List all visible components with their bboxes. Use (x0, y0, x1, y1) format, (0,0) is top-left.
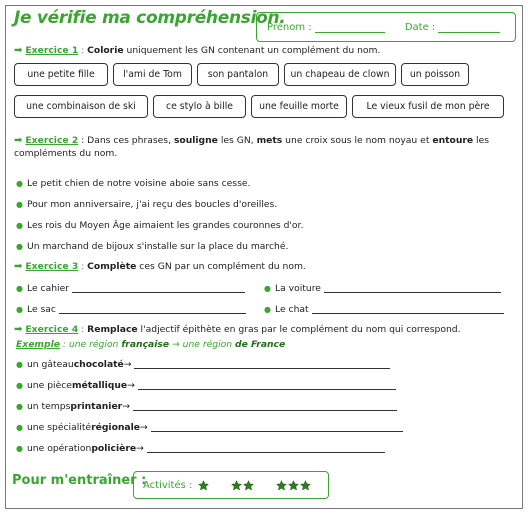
star-icon (231, 480, 242, 491)
replace-item[interactable]: ● une pièce métallique → (16, 380, 396, 391)
ex4-label: Exercice 4 (25, 324, 79, 335)
gn-box[interactable]: un chapeau de clown (284, 63, 396, 86)
complete-item[interactable]: ● La voiture (264, 283, 501, 294)
arrow-right-icon: ➡ (14, 45, 23, 56)
bullet-icon: ● (264, 305, 271, 314)
bullet-icon: ● (16, 402, 23, 411)
star-icon (288, 480, 299, 491)
complete-item[interactable]: ● Le cahier (16, 283, 245, 294)
ex3-instruction: ➡ Exercice 3 : Complète ces GN par un complément du nom. (14, 261, 306, 272)
activities-label: Activités : (143, 479, 193, 491)
star-icon (198, 480, 209, 491)
sentence: ● Un marchand de bijoux s'installe sur la place du marché. (16, 241, 289, 252)
arrow-right-icon: ➡ (14, 261, 23, 272)
activities-box (133, 471, 329, 499)
replace-item[interactable]: ● un temps printanier → (16, 401, 397, 412)
bullet-icon: ● (264, 284, 271, 293)
gn-box[interactable]: une feuille morte (251, 95, 347, 118)
replace-item[interactable]: ● une spécialité régionale → (16, 422, 403, 433)
ex1-verb: Colorie (87, 45, 124, 56)
gn-box[interactable]: son pantalon (197, 63, 279, 86)
date-field[interactable] (405, 22, 501, 33)
gn-row-1 (14, 63, 469, 86)
ex4-instruction: ➡ Exercice 4 : Remplace l'adjectif épithète en gras par le complément du nom qui correspond. (14, 324, 461, 335)
activity-level-2[interactable] (231, 480, 254, 491)
date-label: Date : (404, 21, 436, 33)
bullet-icon: ● (16, 305, 23, 314)
activity-level-1[interactable] (198, 480, 209, 491)
example-line: Exemple : une région française → une région de France (16, 339, 286, 350)
star-icon (243, 480, 254, 491)
page-title: Je vérifie ma compréhension. (14, 8, 286, 28)
gn-box[interactable]: une combinaison de ski (14, 95, 148, 118)
gn-row-2 (14, 95, 504, 118)
bullet-icon: ● (16, 360, 23, 369)
activity-level-3[interactable] (276, 480, 311, 491)
replace-item[interactable]: ● une opération policière → (16, 443, 385, 454)
ex1-text: uniquement les GN contenant un complément du nom. (123, 45, 381, 56)
sentence: ● Pour mon anniversaire, j'ai reçu des boucles d'oreilles. (16, 199, 278, 210)
ex2-label: Exercice 2 (25, 135, 79, 146)
star-icon (276, 480, 287, 491)
replace-item[interactable]: ● un gâteau chocolaté → (16, 359, 390, 370)
bullet-icon: ● (16, 179, 23, 188)
bullet-icon: ● (16, 381, 23, 390)
bullet-icon: ● (16, 242, 23, 251)
star-icon (300, 480, 311, 491)
ex2-instruction: ➡ Exercice 2 : Dans ces phrases, souligne les GN, mets une croix sous le nom noyau et entoure les compléments du nom. (14, 135, 490, 159)
bullet-icon: ● (16, 200, 23, 209)
complete-item[interactable]: ● Le chat (264, 304, 504, 315)
bullet-icon: ● (16, 221, 23, 230)
train-label: Pour m'entraîner : (12, 473, 147, 488)
ex3-label: Exercice 3 (25, 261, 79, 272)
sentence: ● Le petit chien de notre voisine aboie sans cesse. (16, 178, 251, 189)
bullet-icon: ● (16, 284, 23, 293)
bullet-icon: ● (16, 423, 23, 432)
gn-box[interactable]: un poisson (401, 63, 469, 86)
gn-box[interactable]: l'ami de Tom (113, 63, 192, 86)
sentence: ● Les rois du Moyen Âge aimaient les grandes couronnes d'or. (16, 220, 304, 231)
worksheet (5, 5, 523, 509)
prenom-label: Prénom : (267, 21, 312, 33)
ex1-label: Exercice 1 (25, 45, 79, 56)
gn-box[interactable]: une petite fille (14, 63, 108, 86)
name-date-box (256, 12, 516, 42)
arrow-right-icon: ➡ (14, 135, 23, 146)
gn-box[interactable]: Le vieux fusil de mon père (352, 95, 504, 118)
complete-item[interactable]: ● Le sac (16, 304, 246, 315)
bullet-icon: ● (16, 444, 23, 453)
ex1-instruction: ➡ Exercice 1 : Colorie uniquement les GN contenant un complément du nom. (14, 45, 381, 56)
gn-box[interactable]: ce stylo à bille (153, 95, 246, 118)
arrow-right-icon: ➡ (14, 324, 23, 335)
prenom-field[interactable] (267, 22, 385, 33)
